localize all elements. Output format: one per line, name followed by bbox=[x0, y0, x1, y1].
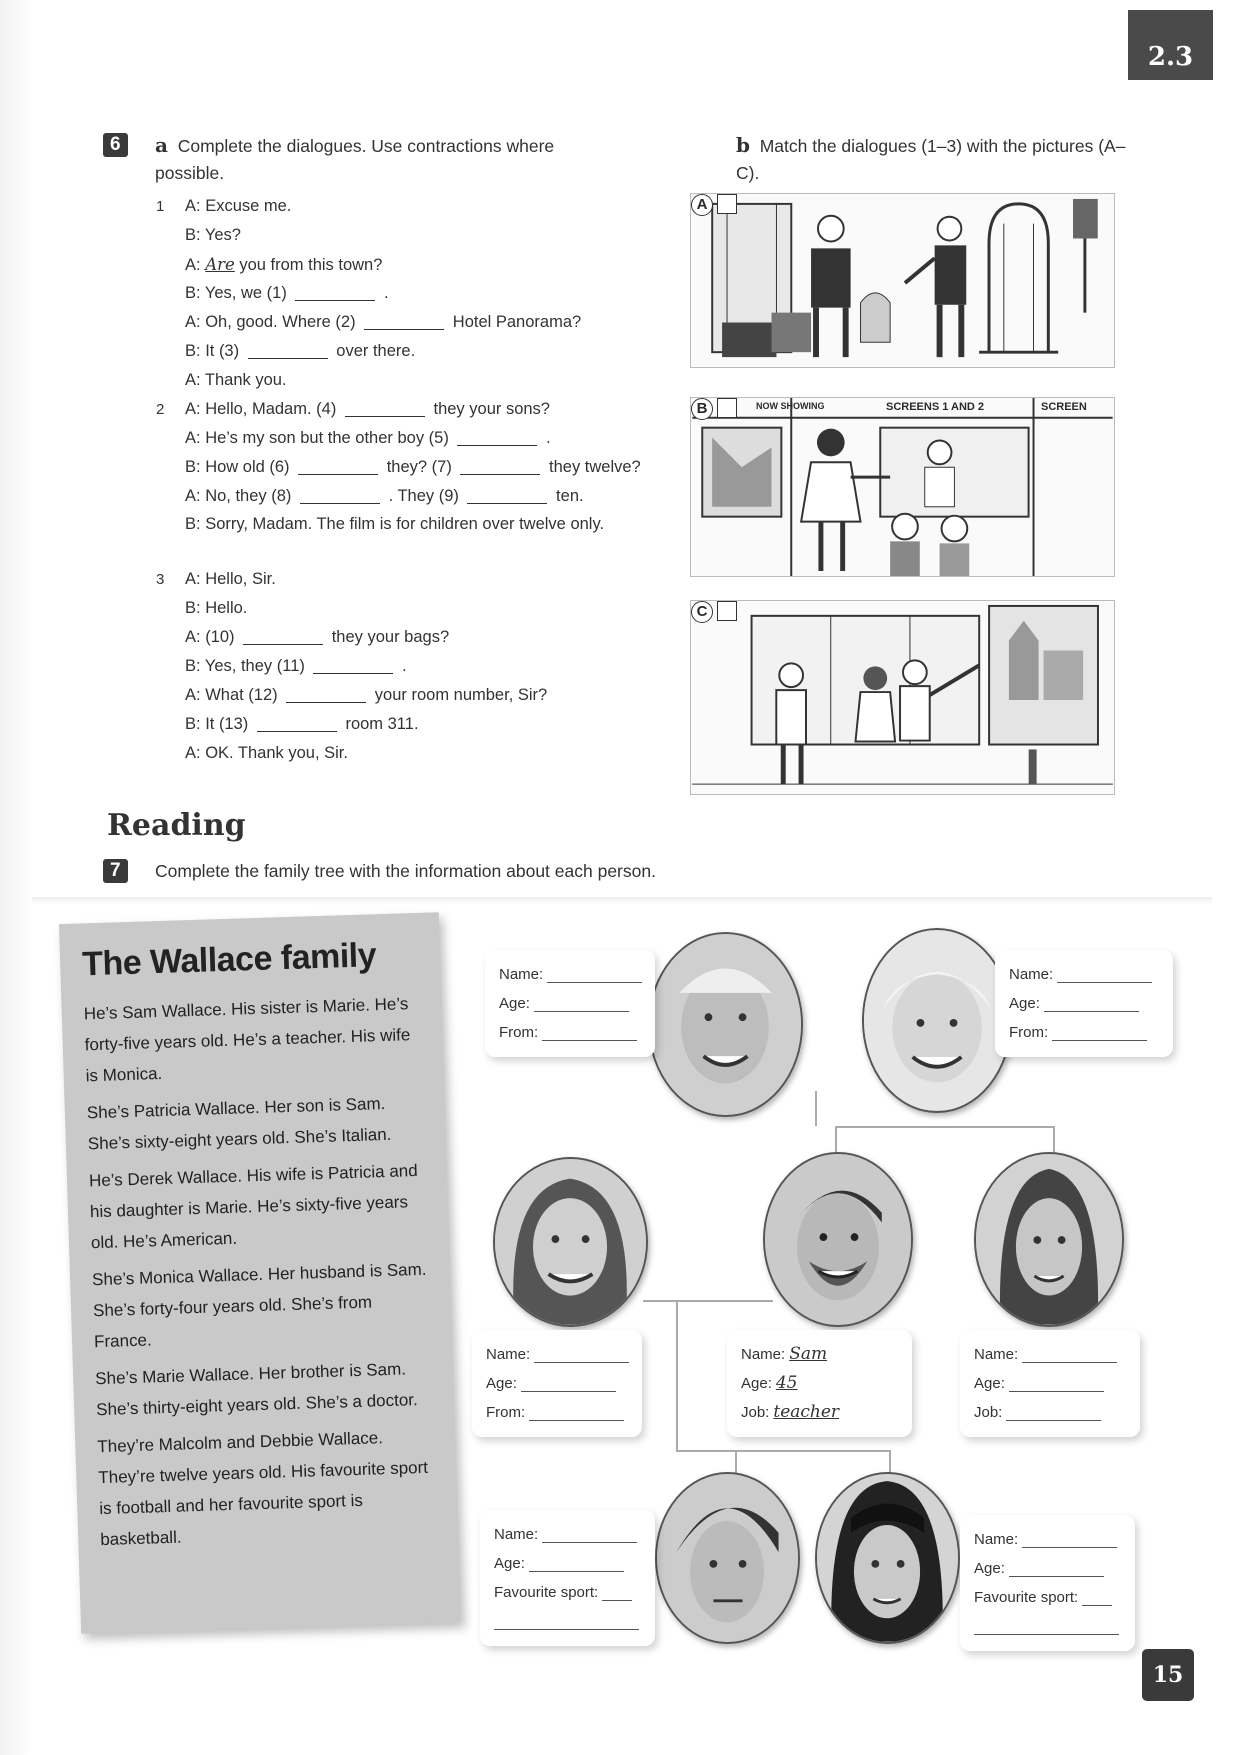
tree-line bbox=[676, 1300, 678, 1450]
answer-gap[interactable] bbox=[467, 503, 547, 504]
sport-field[interactable] bbox=[1082, 1605, 1112, 1606]
name-field[interactable] bbox=[542, 1542, 637, 1543]
answer-gap[interactable] bbox=[457, 445, 537, 446]
photo-derek bbox=[648, 932, 803, 1117]
photo-monica bbox=[493, 1157, 648, 1327]
age-field[interactable] bbox=[529, 1571, 624, 1572]
dialogue-line bbox=[150, 511, 670, 565]
answer-gap[interactable] bbox=[300, 503, 380, 504]
dialogue-text: Yes, we (1) bbox=[204, 284, 292, 302]
info-box-monica: Name: Age: From: bbox=[472, 1330, 642, 1437]
dialogue-text: Hotel Panorama? bbox=[448, 313, 582, 331]
speaker: A: bbox=[185, 256, 201, 274]
answer-gap[interactable] bbox=[248, 358, 328, 359]
reading-heading: Reading bbox=[107, 808, 246, 843]
name-field[interactable] bbox=[1022, 1362, 1117, 1363]
exercise-6b-text: Match the dialogues (1–3) with the pictures (A–C). bbox=[736, 136, 1126, 183]
sam-age-value: 45 bbox=[775, 1373, 798, 1393]
dialogue-text: (10) bbox=[205, 628, 240, 646]
dialogues bbox=[150, 192, 670, 768]
dialogue-line bbox=[150, 221, 670, 250]
dialogue-text: Yes, they (11) bbox=[204, 657, 310, 675]
info-box-malcolm: Name: Age: Favourite sport: bbox=[480, 1510, 655, 1646]
paragraph-patricia: She’s Patricia Wallace. Her son is Sam. She’s sixty-eight years old. She’s Italian. bbox=[86, 1093, 392, 1154]
tree-line bbox=[643, 1300, 773, 1302]
dialogue-text: No, they (8) bbox=[205, 487, 296, 505]
dialogue-text: they your bags? bbox=[327, 628, 450, 646]
answer-gap[interactable] bbox=[364, 329, 444, 330]
cinema-illustration bbox=[691, 398, 1114, 576]
answer-gap[interactable] bbox=[295, 300, 375, 301]
dialogue-line bbox=[150, 623, 670, 652]
speaker: A: bbox=[185, 429, 201, 447]
picture-b-answer-box[interactable] bbox=[717, 398, 737, 418]
dialogue-line bbox=[150, 395, 670, 424]
paragraph-marie: She’s Marie Wallace. Her brother is Sam. She’s thirty-eight years old. She’s a doctor. bbox=[94, 1359, 418, 1420]
answer-gap[interactable] bbox=[286, 702, 366, 703]
exercise-6b-instruction bbox=[736, 132, 1136, 187]
dialogue-line bbox=[150, 739, 670, 768]
photo-marie bbox=[974, 1152, 1124, 1327]
picture-a-hotel bbox=[690, 193, 1115, 368]
info-box-patricia: Name: Age: From: bbox=[995, 950, 1173, 1057]
speaker: B: bbox=[185, 657, 201, 675]
answer-gap[interactable] bbox=[257, 731, 337, 732]
dialogue-text: OK. Thank you, Sir. bbox=[205, 744, 348, 762]
now-showing-sign: NOW SHOWING bbox=[756, 401, 825, 411]
speaker: B: bbox=[185, 458, 201, 476]
dialogue-text: He’s my son but the other boy (5) bbox=[205, 429, 454, 447]
from-field[interactable] bbox=[1052, 1040, 1147, 1041]
dialogue-line bbox=[150, 279, 670, 308]
speaker: B: bbox=[185, 226, 201, 244]
dialogue-line bbox=[150, 192, 670, 221]
dialogue-text: you from this town? bbox=[234, 256, 383, 274]
name-field[interactable] bbox=[1022, 1547, 1117, 1548]
tree-line bbox=[676, 1450, 891, 1452]
dialogue-text: Thank you. bbox=[204, 371, 287, 389]
name-field[interactable] bbox=[547, 982, 642, 983]
speaker: B: bbox=[185, 715, 201, 733]
speaker: A: bbox=[185, 744, 201, 762]
picture-b-cinema bbox=[690, 397, 1115, 577]
dialogue-text: over there. bbox=[331, 342, 416, 360]
sport-field-line2[interactable] bbox=[974, 1634, 1119, 1635]
answer-gap[interactable] bbox=[460, 474, 540, 475]
tree-line bbox=[735, 1450, 737, 1475]
example-answer: Are bbox=[205, 255, 235, 274]
dialogue-text: Sorry, Madam. The film is for children over twelve only. bbox=[205, 515, 605, 533]
dialogue-line bbox=[150, 366, 670, 395]
dialogue-number: 3 bbox=[156, 571, 165, 588]
dialogue-text: . They (9) bbox=[383, 487, 464, 505]
dialogue-text: Hello, Sir. bbox=[205, 570, 276, 588]
street-illustration bbox=[691, 601, 1114, 794]
picture-b-label: B bbox=[691, 398, 713, 420]
page-number: 15 bbox=[1142, 1649, 1194, 1701]
exercise-6a-letter: a bbox=[155, 133, 168, 157]
speaker: B: bbox=[185, 284, 201, 302]
dialogue-line bbox=[150, 652, 670, 681]
dialogue-line bbox=[150, 424, 670, 453]
speaker: A: bbox=[185, 371, 201, 389]
dialogue-line bbox=[150, 710, 670, 739]
age-field[interactable] bbox=[1009, 1391, 1104, 1392]
speaker: B: bbox=[185, 342, 201, 360]
dialogue-text: they your sons? bbox=[428, 400, 550, 418]
sam-job-value: teacher bbox=[773, 1402, 840, 1422]
speaker: B: bbox=[185, 599, 201, 617]
answer-gap[interactable] bbox=[243, 644, 323, 645]
dialogue-text: ten. bbox=[551, 487, 584, 505]
dialogue-line bbox=[150, 681, 670, 710]
picture-a-answer-box[interactable] bbox=[717, 194, 737, 214]
photo-malcolm bbox=[655, 1472, 800, 1644]
picture-a-label: A bbox=[691, 194, 713, 216]
tree-line bbox=[815, 1091, 817, 1126]
photo-debbie bbox=[815, 1472, 960, 1644]
picture-c-label: C bbox=[691, 601, 713, 623]
photo-patricia bbox=[862, 928, 1012, 1113]
speaker: A: bbox=[185, 400, 201, 418]
hotel-illustration bbox=[691, 194, 1114, 367]
sport-field-line2[interactable] bbox=[494, 1629, 639, 1630]
dialogue-text: . bbox=[379, 284, 389, 302]
dialogue-line bbox=[150, 594, 670, 623]
name-field[interactable] bbox=[1057, 982, 1152, 983]
dialogue-text: your room number, Sir? bbox=[370, 686, 548, 704]
paragraph-monica: She’s Monica Wallace. Her husband is Sam. She’s forty-four years old. She’s from France. bbox=[91, 1259, 427, 1352]
picture-c-street bbox=[690, 600, 1115, 795]
info-box-sam: Name: Sam Age: 45 Job: teacher bbox=[727, 1330, 912, 1437]
info-box-derek: Name: Age: From: bbox=[485, 950, 655, 1057]
paragraph-twins: They’re Malcolm and Debbie Wallace. They’re twelve years old. His favourite sport is football and her favourite sport is basketball. bbox=[97, 1428, 429, 1550]
tree-line bbox=[835, 1126, 1055, 1128]
dialogue-text: How old (6) bbox=[205, 458, 295, 476]
exercise-6a-instruction bbox=[155, 132, 625, 187]
speaker: A: bbox=[185, 197, 201, 215]
card-title: The Wallace family bbox=[81, 936, 377, 984]
job-field[interactable] bbox=[1006, 1420, 1101, 1421]
dialogue-text: Hello. bbox=[205, 599, 248, 617]
speaker: A: bbox=[185, 686, 201, 704]
dialogue-line bbox=[150, 453, 670, 482]
answer-gap[interactable] bbox=[345, 416, 425, 417]
dialogue-text: they? (7) bbox=[382, 458, 457, 476]
answer-gap[interactable] bbox=[313, 673, 393, 674]
dialogue-line bbox=[150, 565, 670, 594]
age-field[interactable] bbox=[521, 1391, 616, 1392]
speaker: A: bbox=[185, 487, 201, 505]
exercise-6b-letter: b bbox=[736, 133, 750, 157]
dialogue-line bbox=[150, 250, 670, 279]
sam-name-value: Sam bbox=[789, 1344, 828, 1364]
name-field[interactable] bbox=[534, 1362, 629, 1363]
exercise-7-instruction: Complete the family tree with the information about each person. bbox=[155, 861, 656, 881]
unit-tab: 2.3 bbox=[1128, 10, 1213, 80]
paragraph-sam: He’s Sam Wallace. His sister is Marie. He’s forty-five years old. He’s a teacher. His wife is Monica. bbox=[83, 994, 411, 1086]
dialogue-number: 1 bbox=[156, 198, 165, 215]
wallace-family-card bbox=[59, 912, 461, 1634]
info-box-marie: Name: Age: Job: bbox=[960, 1330, 1140, 1437]
dialogue-text: Excuse me. bbox=[205, 197, 292, 215]
speaker: A: bbox=[185, 313, 201, 331]
screen-sign: SCREEN bbox=[1041, 401, 1087, 413]
dialogue-text: Oh, good. Where (2) bbox=[205, 313, 361, 331]
paragraph-derek: He’s Derek Wallace. His wife is Patricia and his daughter is Marie. He’s sixty-five years old. He’s American. bbox=[88, 1161, 418, 1253]
dialogue-text: . bbox=[541, 429, 551, 447]
divider bbox=[32, 897, 1212, 905]
age-field[interactable] bbox=[1044, 1011, 1139, 1012]
dialogue-text: they twelve? bbox=[544, 458, 641, 476]
age-field[interactable] bbox=[534, 1011, 629, 1012]
from-field[interactable] bbox=[529, 1420, 624, 1421]
speaker: B: bbox=[185, 515, 201, 533]
page-edge bbox=[0, 0, 32, 1755]
dialogue-line bbox=[150, 308, 670, 337]
dialogue-text: What (12) bbox=[205, 686, 283, 704]
speaker: A: bbox=[185, 628, 201, 646]
from-field[interactable] bbox=[542, 1040, 637, 1041]
sport-field[interactable] bbox=[602, 1600, 632, 1601]
dialogue-text: Yes? bbox=[204, 226, 241, 244]
dialogue-number: 2 bbox=[156, 401, 165, 418]
dialogue-line bbox=[150, 482, 670, 511]
exercise-6-number: 6 bbox=[103, 133, 128, 157]
age-field[interactable] bbox=[1009, 1576, 1104, 1577]
dialogue-text: It (3) bbox=[205, 342, 244, 360]
exercise-6a-text: Complete the dialogues. Use contractions where possible. bbox=[155, 136, 555, 183]
photo-sam bbox=[763, 1152, 913, 1327]
dialogue-text: Hello, Madam. (4) bbox=[205, 400, 341, 418]
speaker: A: bbox=[185, 570, 201, 588]
dialogue-text: room 311. bbox=[340, 715, 419, 733]
answer-gap[interactable] bbox=[298, 474, 378, 475]
exercise-7-number: 7 bbox=[103, 859, 128, 883]
picture-c-answer-box[interactable] bbox=[717, 601, 737, 621]
dialogue-line bbox=[150, 337, 670, 366]
dialogue-text: . bbox=[397, 657, 407, 675]
screens-sign: SCREENS 1 AND 2 bbox=[886, 401, 985, 413]
info-box-debbie: Name: Age: Favourite sport: bbox=[960, 1515, 1135, 1651]
dialogue-text: It (13) bbox=[205, 715, 253, 733]
